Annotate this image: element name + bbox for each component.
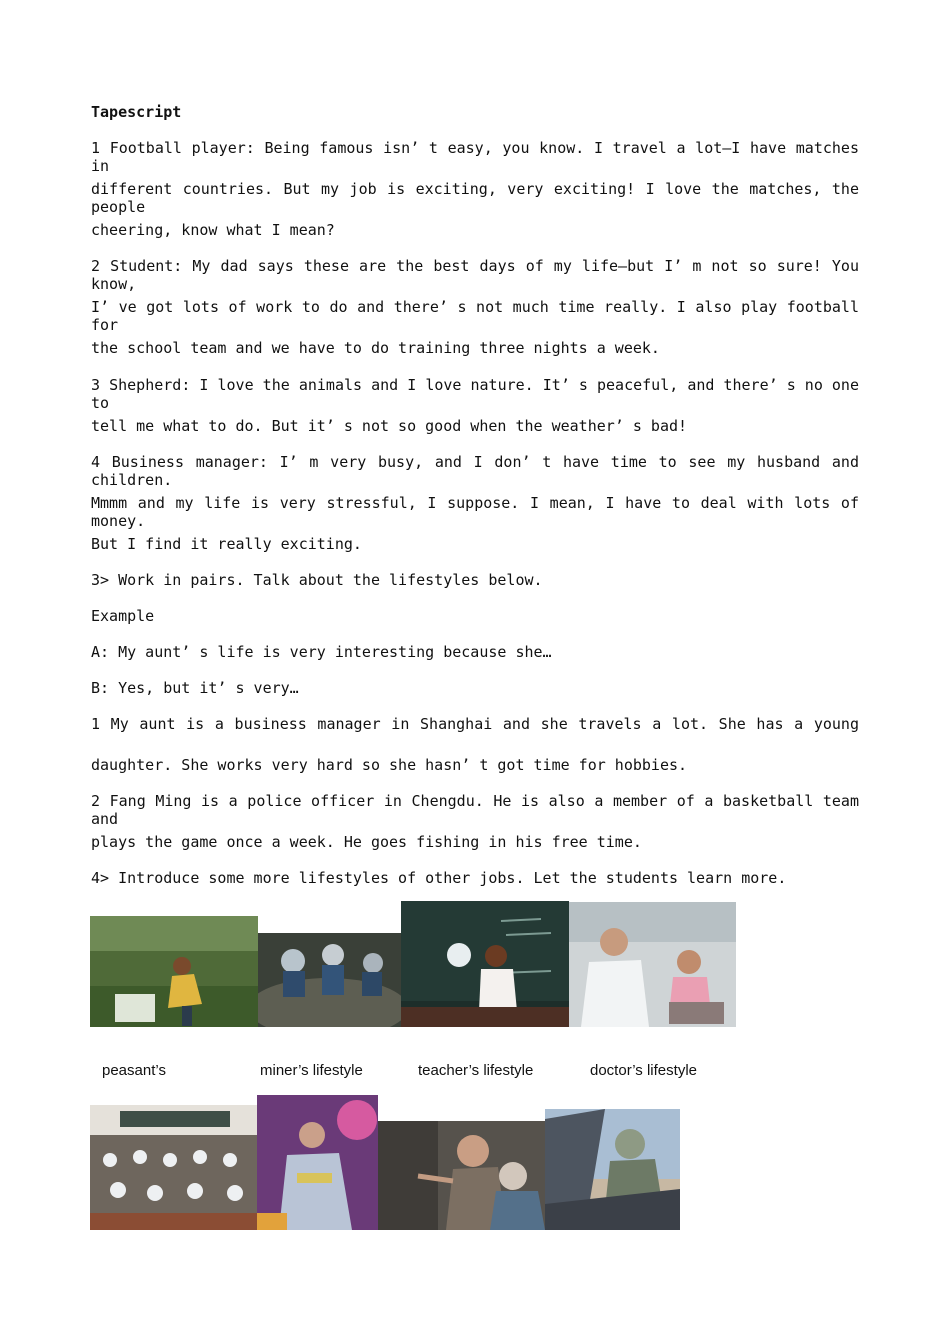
text-line: different countries. But my job is exciting, very exciting! I love the matches, the people [91,180,859,216]
classroom-photo [90,1105,257,1230]
text-line: tell me what to do. But it’ s not so good when the weather’ s bad! [91,417,688,435]
text-line: 2 Fang Ming is a police officer in Chengdu. He is also a member of a basketball team and [91,792,859,828]
page-title: Tapescript [91,103,182,121]
text-line: 2 Student: My dad says these are the best days of my life—but I’ m not so sure! You know, [91,257,859,293]
text-line: cheering, know what I mean? [91,221,335,239]
miner-photo [258,933,401,1027]
caption-teacher: teacher’s lifestyle [418,1062,534,1079]
text-line: 4> Introduce some more lifestyles of other jobs. Let the students learn more. [91,869,787,887]
text-line: 3> Work in pairs. Talk about the lifestyles below. [91,571,543,589]
text-line: 4 Business manager: I’ m very busy, and I don’ t have time to see my husband and children. [91,453,859,489]
elderly-people-photo [378,1121,545,1230]
text-line: the school team and we have to do training three nights a week. [91,339,660,357]
text-line: 1 My aunt is a business manager in Shanghai and she travels a lot. She has a young [91,715,859,733]
teacher-photo [401,901,569,1027]
pilot-photo [545,1109,680,1230]
text-line: Mmmm and my life is very stressful, I suppose. I mean, I have to deal with lots of money. [91,494,859,530]
singer-photo [257,1095,378,1230]
text-line: B: Yes, but it’ s very… [91,679,299,697]
text-line: Example [91,607,155,625]
text-line: But I find it really exciting. [91,535,362,553]
doctor-photo [569,902,736,1027]
caption-miner: miner’s lifestyle [260,1062,363,1079]
caption-doctor: doctor’s lifestyle [590,1062,697,1079]
text-line: A: My aunt’ s life is very interesting because she… [91,643,552,661]
peasant-photo [90,916,258,1027]
text-line: I’ ve got lots of work to do and there’ s not much time really. I also play football for [91,298,859,334]
text-line: plays the game once a week. He goes fishing in his free time. [91,833,642,851]
text-line: 1 Football player: Being famous isn’ t easy, you know. I travel a lot—I have matches in [91,139,859,175]
text-line: daughter. She works very hard so she hasn’ t got time for hobbies. [91,756,688,774]
caption-peasant: peasant’s [102,1062,166,1079]
text-line: 3 Shepherd: I love the animals and I love nature. It’ s peaceful, and there’ s no one to [91,376,859,412]
